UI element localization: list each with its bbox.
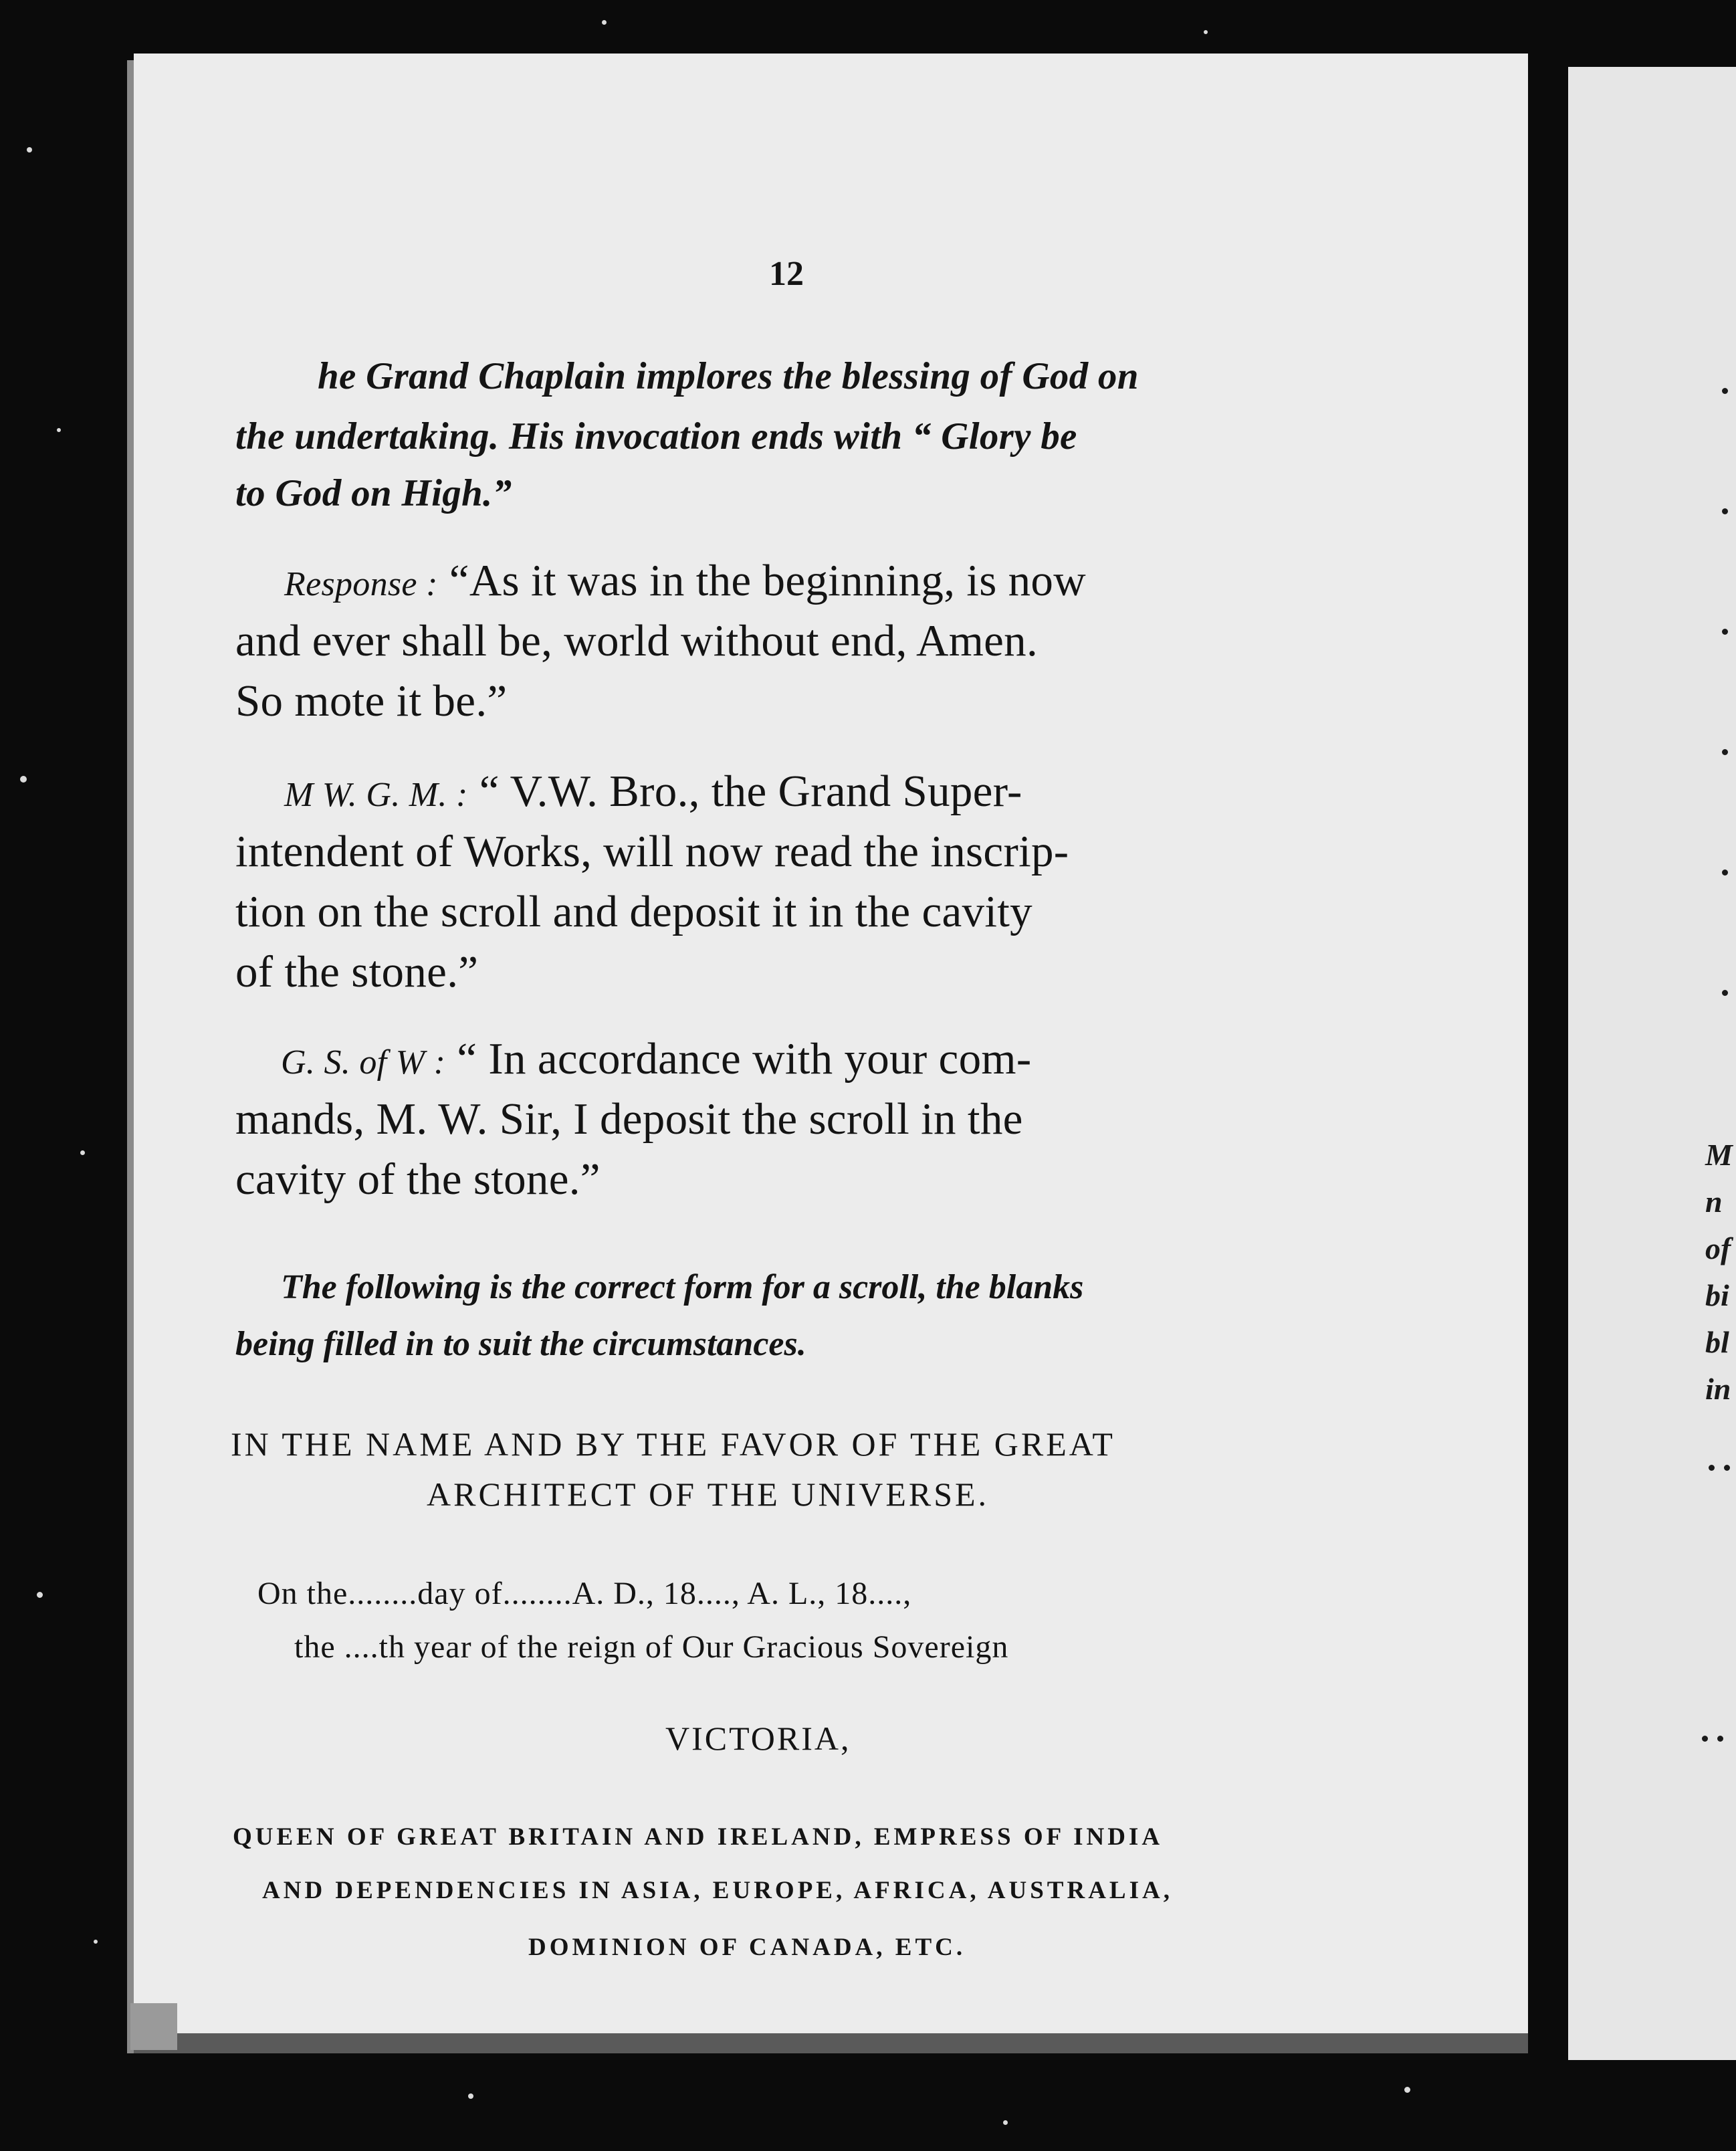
scan-speck — [1204, 30, 1208, 34]
facing-page-fragment: in — [1705, 1372, 1731, 1406]
gsw-line-2: mands, M. W. Sir, I deposit the scroll in the — [235, 1094, 1023, 1144]
scan-speck — [468, 2093, 473, 2099]
mwgm-speaker: M W. G. M. : — [284, 776, 468, 814]
scroll-note-line-1: The following is the correct form for a scroll, the blanks — [281, 1268, 1084, 1306]
gsw-line-3: cavity of the stone.” — [235, 1154, 601, 1204]
facing-page-fragment: bl — [1705, 1325, 1729, 1359]
scan-speck — [602, 20, 607, 25]
scan-speck — [27, 147, 32, 152]
facing-page-fragment: M — [1705, 1138, 1733, 1172]
scan-speck — [80, 1150, 85, 1155]
response-line-2: and ever shall be, world without end, Amen. — [235, 616, 1039, 665]
scan-speck — [57, 428, 61, 432]
gsw-line-1 — [281, 1033, 1031, 1085]
facing-page-fragment: of — [1705, 1231, 1731, 1265]
facing-page-dot — [1722, 869, 1728, 876]
invocation-line-2: ARCHITECT OF THE UNIVERSE. — [427, 1475, 990, 1513]
facing-page-dot — [1722, 388, 1728, 394]
facing-page-fragment: n — [1705, 1185, 1723, 1219]
page-number: 12 — [769, 255, 804, 293]
facing-page-dot — [1724, 1465, 1730, 1471]
gsw-speaker: G. S. of W : — [281, 1043, 446, 1082]
titles-line-1: QUEEN OF GREAT BRITAIN AND IRELAND, EMPRESS OF INDIA — [233, 1823, 1164, 1851]
book-gutter — [1528, 0, 1568, 2151]
facing-page-dot — [1722, 629, 1728, 635]
page-bottom-edge — [134, 2033, 1551, 2053]
mwgm-text: “ V.W. Bro., the Grand Super- — [479, 766, 1022, 816]
mwgm-line-2: intendent of Works, will now read the inscrip- — [235, 827, 1069, 876]
mwgm-line-1 — [284, 766, 1022, 817]
response-line-3: So mote it be.” — [235, 676, 508, 726]
scroll-note-line-2: being filled in to suit the circumstances. — [235, 1325, 806, 1363]
date-form-line-2: the ....th year of the reign of Our Gracious Sovereign — [294, 1629, 1009, 1665]
scan-speck — [94, 1940, 98, 1944]
sovereign-name: VICTORIA, — [665, 1720, 851, 1757]
page-corner-fold — [130, 2003, 177, 2050]
response-text: “As it was in the beginning, is now — [449, 556, 1086, 605]
scan-speck — [37, 1592, 43, 1598]
mwgm-line-4: of the stone.” — [235, 947, 479, 997]
facing-page-dot — [1722, 990, 1728, 996]
scan-speck — [1003, 2120, 1008, 2125]
facing-page-dot — [1702, 1736, 1708, 1742]
chaplain-line-2: the undertaking. His invocation ends with “ Glory be — [235, 415, 1077, 457]
facing-page-dot — [1722, 508, 1728, 514]
facing-page — [1568, 67, 1736, 2060]
scan-speck — [20, 776, 27, 783]
chaplain-line-3: to God on High.” — [235, 472, 512, 514]
facing-page-fragment: bi — [1705, 1278, 1729, 1312]
gsw-text: “ In accordance with your com- — [457, 1034, 1032, 1084]
facing-page-dot — [1709, 1465, 1715, 1471]
invocation-line-1: IN THE NAME AND BY THE FAVOR OF THE GREAT — [231, 1425, 1115, 1463]
response-speaker: Response : — [284, 565, 438, 603]
response-line-1 — [284, 555, 1086, 607]
titles-line-2: AND DEPENDENCIES IN ASIA, EUROPE, AFRICA, AUSTRALIA, — [262, 1877, 1173, 1904]
scan-speck — [1404, 2087, 1410, 2093]
mwgm-line-3: tion on the scroll and deposit it in the cavity — [235, 887, 1033, 936]
titles-line-3: DOMINION OF CANADA, ETC. — [528, 1934, 966, 1961]
date-form-line-1: On the........day of........A. D., 18...., A. L., 18...., — [257, 1576, 912, 1611]
chaplain-line-1: he Grand Chaplain implores the blessing of God on — [318, 355, 1139, 397]
facing-page-dot — [1717, 1736, 1723, 1742]
facing-page-dot — [1722, 749, 1728, 755]
